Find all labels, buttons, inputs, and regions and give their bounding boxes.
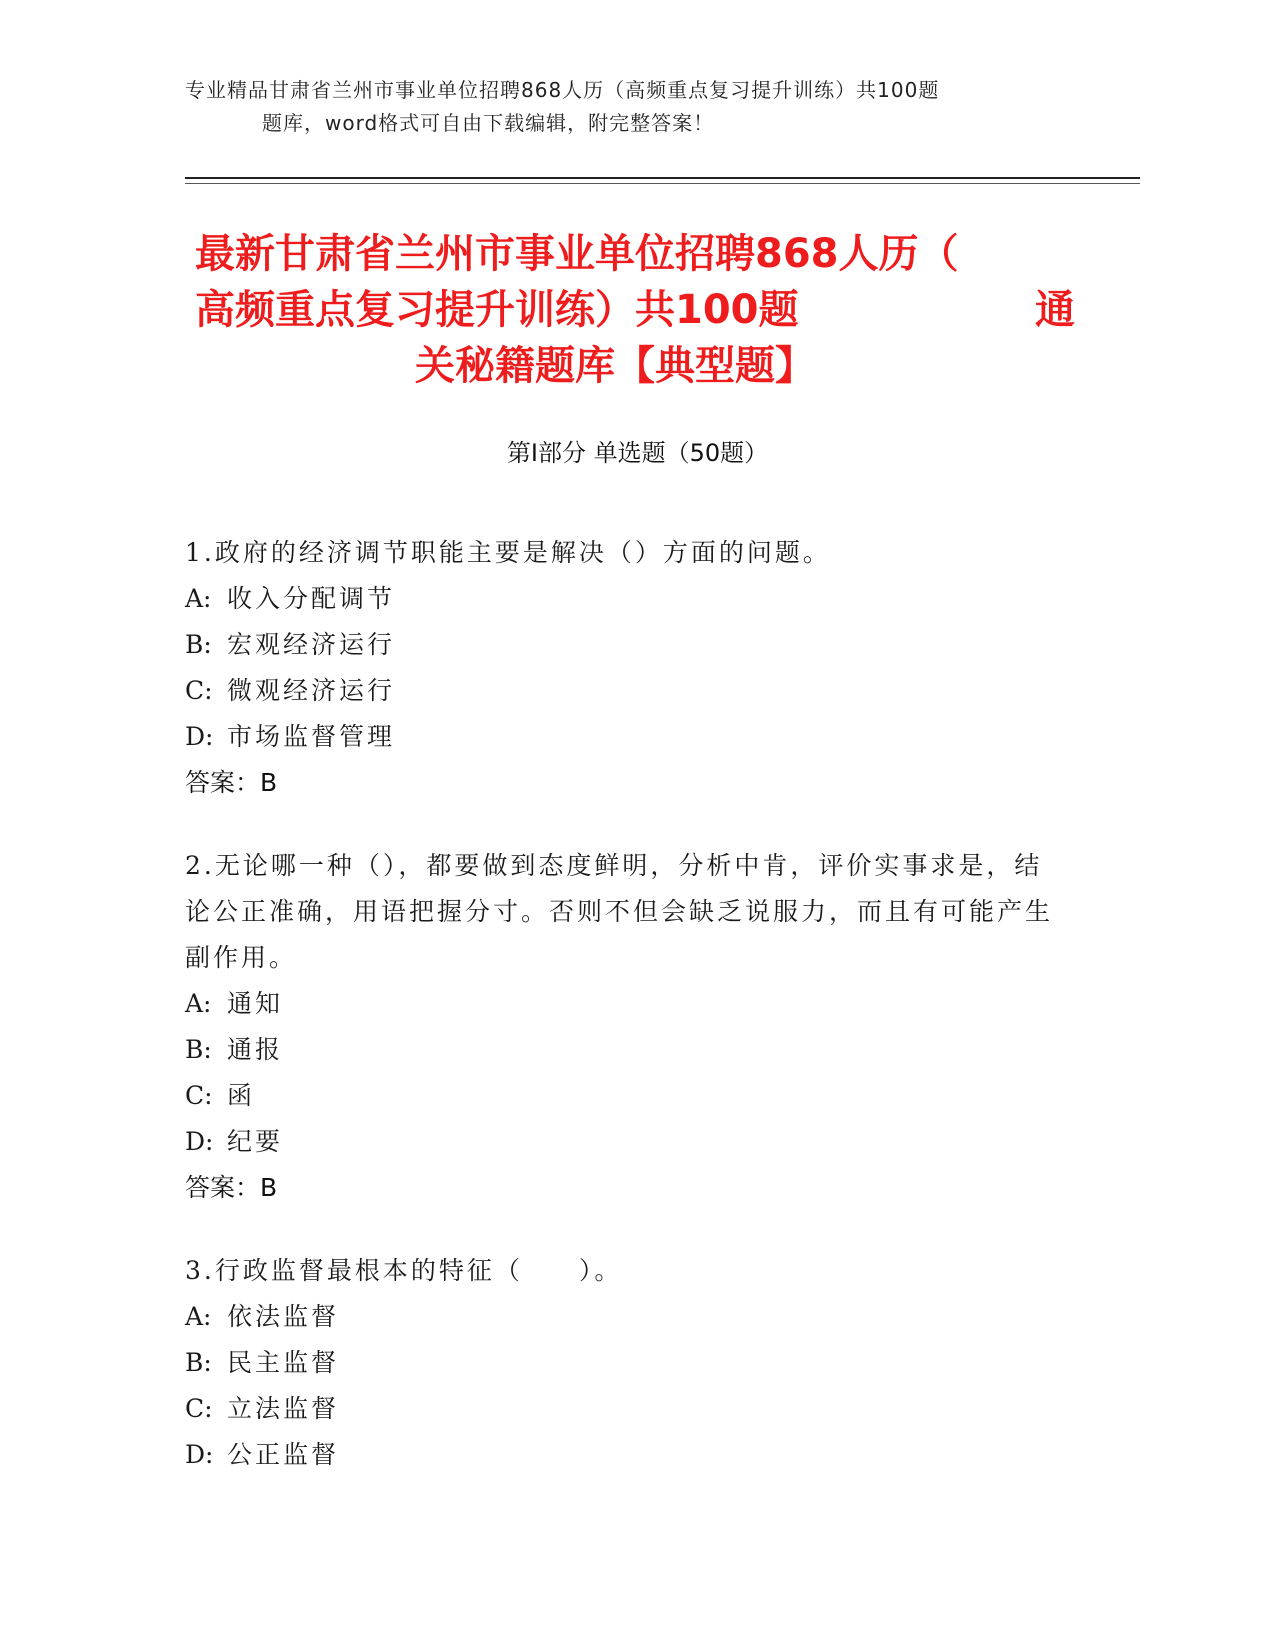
option-key: B:: [185, 1348, 212, 1377]
option-key: D:: [185, 1127, 214, 1156]
option-text: 市场监督管理: [227, 722, 396, 751]
title-line-2-end: 通: [1035, 287, 1075, 333]
option-text: 宏观经济运行: [227, 630, 396, 659]
title-line-1: 最新甘肃省兰州市事业单位招聘868人历（: [195, 231, 959, 277]
header-line-1: 专业精品甘肃省兰州市事业单位招聘868人历（高频重点复习提升训练）共100题: [185, 78, 940, 102]
option-key: B:: [185, 1035, 212, 1064]
option-a: [185, 576, 1065, 622]
option-key: B:: [185, 630, 212, 659]
option-text: 民主监督: [227, 1348, 340, 1377]
option-a: [185, 1294, 1065, 1340]
option-b: [185, 1027, 1065, 1073]
option-d: [185, 1119, 1065, 1165]
option-key: C:: [185, 676, 213, 705]
option-c: [185, 668, 1065, 714]
title-line-2-main: 高频重点复习提升训练）共100题: [195, 287, 799, 333]
option-key: C:: [185, 1081, 213, 1110]
question-3: [185, 1248, 1065, 1478]
option-key: C:: [185, 1394, 213, 1423]
option-d: [185, 1432, 1065, 1478]
option-text: 立法监督: [227, 1394, 340, 1423]
title-line-2: [195, 282, 1075, 338]
answer: 答案：B: [185, 768, 278, 797]
option-text: 依法监督: [227, 1302, 340, 1331]
option-b: [185, 1340, 1065, 1386]
option-b: [185, 622, 1065, 668]
option-text: 收入分配调节: [227, 584, 396, 613]
option-text: 通知: [227, 989, 284, 1018]
document-title: [195, 226, 1075, 394]
question-2: [185, 843, 1065, 1211]
answer: 答案：B: [185, 1173, 278, 1202]
header-line-2: 题库，word格式可自由下载编辑，附完整答案！: [262, 111, 715, 135]
page-header: [185, 74, 1085, 140]
option-key: A:: [185, 584, 212, 613]
option-text: 函: [227, 1081, 256, 1110]
option-key: D:: [185, 1440, 214, 1469]
option-c: [185, 1073, 1065, 1119]
option-a: [185, 981, 1065, 1027]
question-list: [185, 530, 1065, 1515]
option-text: 微观经济运行: [227, 676, 396, 705]
option-key: A:: [185, 1302, 212, 1331]
option-text: 纪要: [227, 1127, 284, 1156]
option-c: [185, 1386, 1065, 1432]
option-key: A:: [185, 989, 212, 1018]
question-stem: 3.行政监督最根本的特征（ ）。: [185, 1256, 623, 1285]
header-divider-thick: [185, 177, 1140, 179]
option-key: D:: [185, 722, 214, 751]
option-text: 公正监督: [227, 1440, 340, 1469]
option-d: [185, 714, 1065, 760]
question-1: [185, 530, 1065, 806]
title-line-3: 关秘籍题库【典型题】: [415, 343, 815, 389]
option-text: 通报: [227, 1035, 284, 1064]
question-stem: 2.无论哪一种（），都要做到态度鲜明，分析中肯，评价实事求是，结论公正准确，用语把握分寸。否则不但会缺乏说服力，而且有可能产生副作用。: [185, 851, 1054, 972]
section-heading: 第Ⅰ部分 单选题（50题）: [506, 439, 769, 467]
header-divider-thin: [185, 183, 1140, 184]
question-stem: 1.政府的经济调节职能主要是解决（）方面的问题。: [185, 538, 831, 567]
